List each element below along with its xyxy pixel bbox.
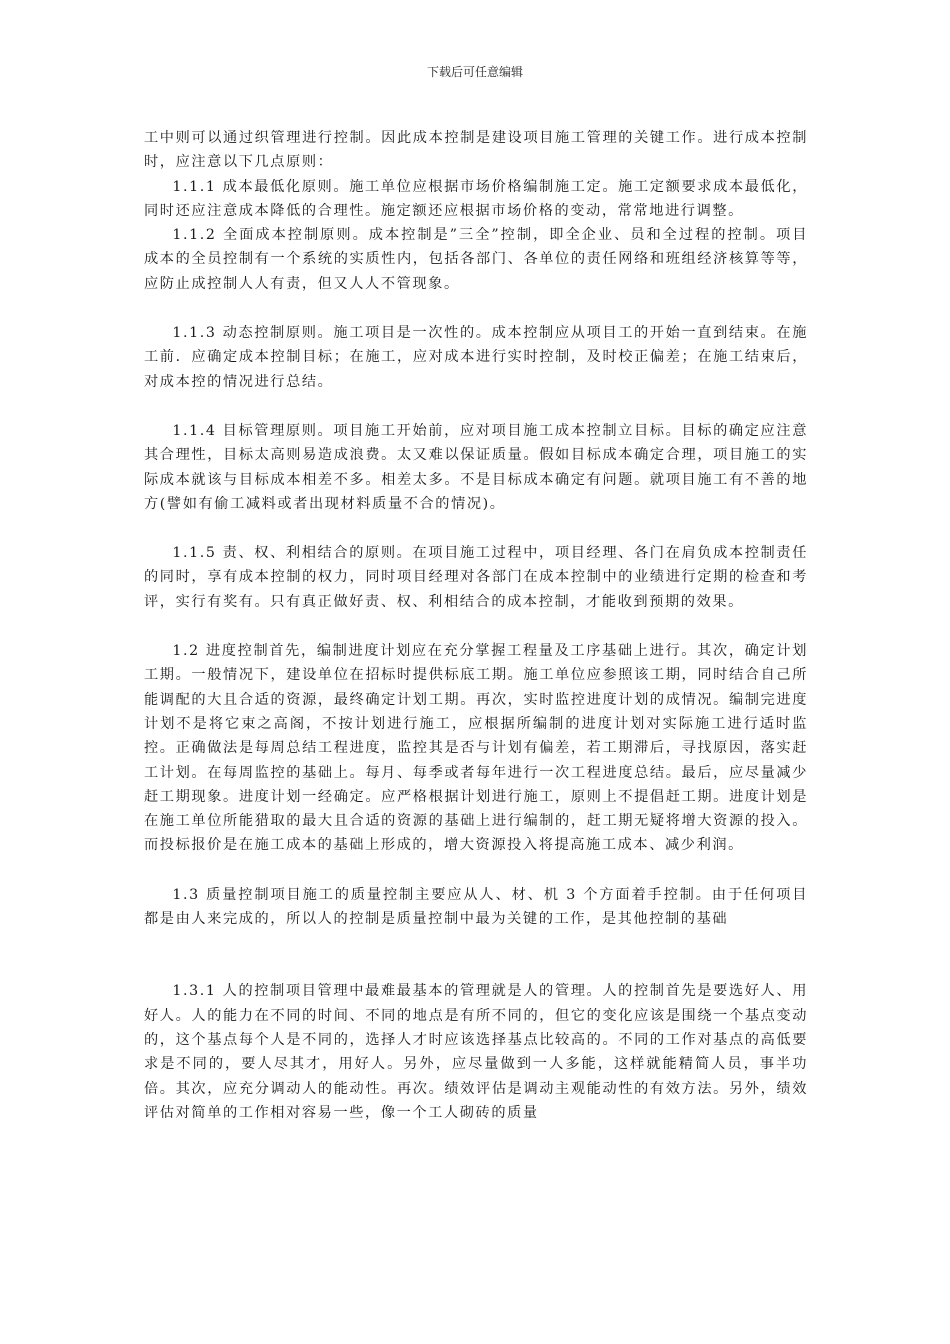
paragraph-1-1-2: 1.1.2 全面成本控制原则。成本控制是”三全”控制，即全企业、员和全过程的控制。项目成本的全员控制有一个系统的实质性内，包括各部门、各单位的责任网络和班组经济核算等等，应防止成控制人人有责，但又人人不管现象。	[144, 227, 808, 292]
page-header: 下载后可任意编辑	[426, 65, 523, 79]
paragraph-1-1-1: 1.1.1 成本最低化原则。施工单位应根据市场价格编制施工定。施工定额要求成本最低化，同时还应注意成本降低的合理性。施定额还应根据市场价格的变动，常常地进行调整。	[144, 178, 808, 219]
paragraph-1-1-4: 1.1.4 目标管理原则。项目施工开始前，应对项目施工成本控制立目标。目标的确定应注意其合理性，目标太高则易造成浪费。太又难以保证质量。假如目标成本确定合理，项目施工的实际成本就该与目标成本相差不多。相差太多。不是目标成本确定有问题。就项目施工有不善的地方(譬如有偷工减料或者出现材料质量不合的情况)。	[144, 422, 808, 512]
paragraph-1-2: 1.2 进度控制首先，编制进度计划应在充分掌握工程量及工序基础上进行。其次，确定计划工期。一般情况下，建设单位在招标时提供标底工期。施工单位应参照该工期，同时结合自己所能调配的大且合适的资源，最终确定计划工期。再次，实时监控进度计划的成情况。编制完进度计划不是将它束之高阁，不按计划进行施工，应根据所编制的进度计划对实际施工进行适时监控。正确做法是每周总结工程进度，监控其是否与计划有偏差，若工期滞后，寻找原因，落实赶工计划。在每周监控的基础上。每月、每季或者每年进行一次工程进度总结。最后，应尽量减少赶工期现象。进度计划一经确定。应严格根据计划进行施工，原则上不提倡赶工期。进度计划是在施工单位所能猎取的最大且合适的资源的基础上进行编制的，赶工期无疑将增大资源的投入。而投标报价是在施工成本的基础上形成的，增大资源投入将提高施工成本、减少利润。	[144, 643, 808, 854]
paragraph-1-3: 1.3 质量控制项目施工的质量控制主要应从人、材、机 3 个方面着手控制。由于任何项目都是由人来完成的，所以人的控制是质量控制中最为关键的工作，是其他控制的基础	[144, 886, 808, 928]
paragraph-1-3-1: 1.3.1 人的控制项目管理中最难最基本的管理就是人的管理。人的控制首先是要选好人、用好人。人的能力在不同的时间、不同的地点是有所不同的，但它的变化应该是围绕一个基点变动的，这个基点每个人是不同的，选择人才时应该选择基点比较高的。不同的工作对基点的高低要求是不同的，要人尽其才，用好人。另外，应尽量做到一人多能，这样就能精简人员，事半功倍。其次，应充分调动人的能动性。再次。绩效评估是调动主观能动性的有效方法。另外，绩效评估对简单的工作相对容易一些，像一个工人砌砖的质量	[144, 983, 808, 1121]
paragraph-1-1-5: 1.1.5 责、权、利相结合的原则。在项目施工过程中，项目经理、各门在肩负成本控制责任的同时，享有成本控制的权力，同时项目经理对各部门在成本控制中的业绩进行定期的检查和考评，实行有奖有。只有真正做好责、权、利相结合的成本控制，才能收到预期的效果。	[144, 545, 808, 610]
paragraph-intro: 工中则可以通过织管理进行控制。因此成本控制是建设项目施工管理的关键工作。进行成本控制时，应注意以下几点原则：	[144, 130, 808, 171]
document-body	[144, 126, 808, 1125]
paragraph-1-1-3: 1.1.3 动态控制原则。施工项目是一次性的。成本控制应从项目工的开始一直到结束。在施工前．应确定成本控制目标；在施工，应对成本进行实时控制，及时校正偏差；在施工结束后，对成本控的情况进行总结。	[144, 325, 808, 390]
